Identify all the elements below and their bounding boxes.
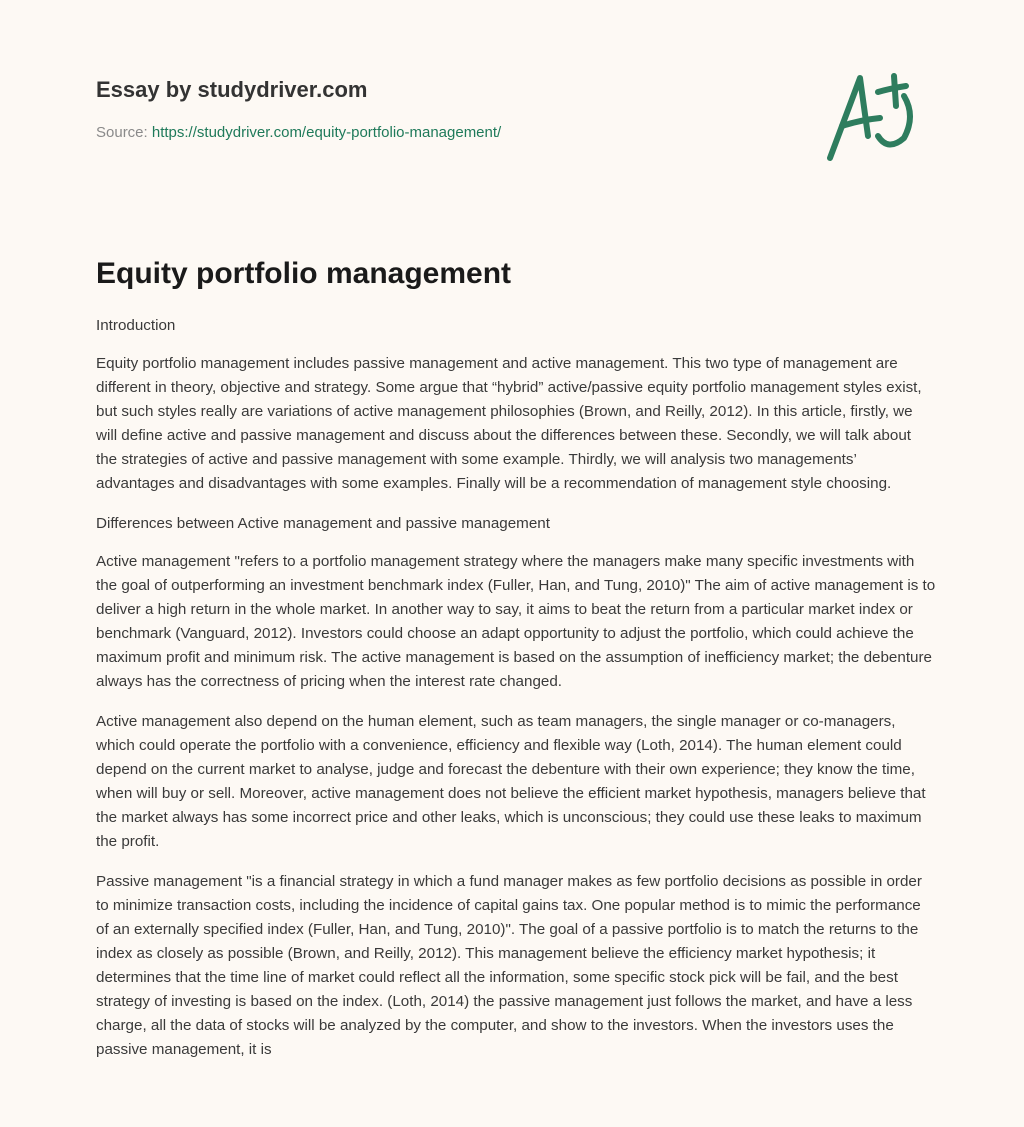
source-link[interactable]: https://studydriver.com/equity-portfolio-management/ [151,124,502,141]
paragraph-introduction: Equity portfolio management includes passive management and active management. This two type of management are different in theory, objective and strategy. Some argue that “hybrid” active/passive equity portfolio management styles exist, but such styles really are variations of active management philosophies (Brown, and Reilly, 2012). In this article, firstly, we will define active and passive management and discuss about the differences between these. Secondly, we will talk about the strategies of active and passive management with some example. Thirdly, we will analysis two managements’ advantages and disadvantages with some examples. Finally will be a recommendation of management style choosing. [96,355,922,492]
document-body [96,314,936,1078]
page-header [96,76,501,143]
source-line [96,123,501,143]
paragraph-active-definition: Active management "refers to a portfolio management strategy where the managers make many specific investments with the goal of outperforming an investment benchmark index (Fuller, Han, and Tung, 2010)" The aim of active management is to deliver a high return in the whole market. In another way to say, it aims to beat the return from a particular market index or benchmark (Vanguard, 2012). Investors could choose an adapt opportunity to adjust the portfolio, which could achieve the maximum profit and minimum risk. The active management is based on the assumption of inefficiency market; the debenture always has the correctness of pricing when the interest rate changed. [96,553,936,690]
source-label: Source: [96,124,152,141]
section-heading-differences: Differences between Active management and passive management [96,515,550,532]
paragraph-active-human-element: Active management also depend on the human element, such as team managers, the single manager or co-managers, which could operate the portfolio with a convenience, efficiency and flexible way (Loth, 2014). The human element could depend on the current market to analyse, judge and forecast the debenture with their own experience; they know the time, when will buy or sell. Moreover, active management does not believe the efficient market hypothesis, managers believe that the market always has some incorrect price and other leaks, which is unconscious; they could use these leaks to maximum the profit. [96,713,926,850]
a-plus-grade-icon [820,66,930,166]
paragraph-passive-definition: Passive management "is a financial strategy in which a fund manager makes as few portfolio decisions as possible in order to minimize transaction costs, including the incidence of capital gains tax. One popular method is to mimic the performance of an externally specified index (Fuller, Han, and Tung, 2010)". The goal of a passive portfolio is to match the returns to the index as closely as possible (Brown, and Reilly, 2012). This management believe the efficiency market hypothesis; it determines that the time line of market could reflect all the information, some specific stock pick will be fail, and the best strategy of investing is based on the index. (Loth, 2014) the passive management just follows the market, and have a less charge, all the data of stocks will be analyzed by the computer, and show to the investors. When the investors uses the passive management, it is [96,873,922,1058]
document-title: Equity portfolio management [96,257,512,290]
brand-title: Essay by studydriver.com [96,77,368,102]
section-heading-introduction: Introduction [96,317,176,334]
